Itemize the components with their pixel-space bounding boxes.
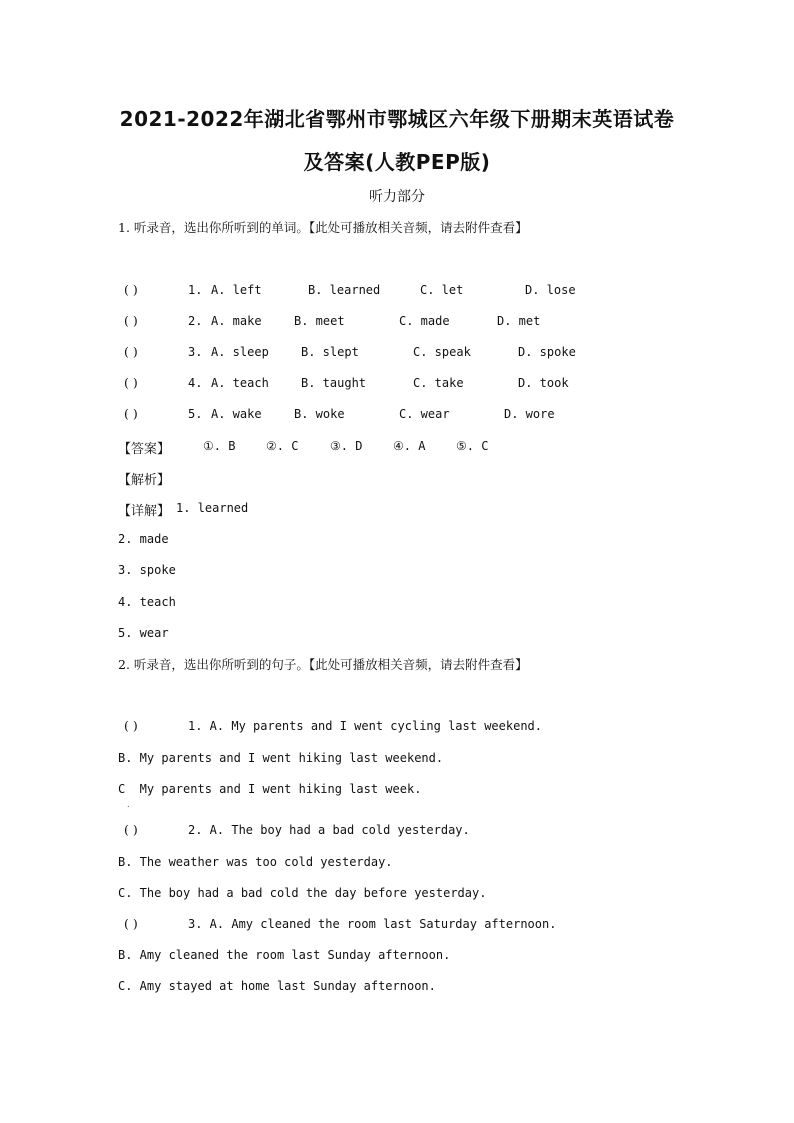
option-a: A. left: [211, 283, 262, 297]
option-d: D. met: [497, 314, 541, 328]
answer-bracket[interactable]: ( ): [124, 406, 138, 421]
option-b: B. learned: [308, 283, 381, 297]
option-a: 2. A. The boy had a bad cold yesterday.: [188, 823, 470, 837]
question-1-prompt: 1. 听录音，选出你所听到的单词。【此处可播放相关音频，请去附件查看】: [118, 220, 528, 235]
option-b: B. woke: [294, 407, 345, 421]
answer-bracket[interactable]: ( ): [124, 916, 138, 931]
item-number: 2.: [188, 314, 203, 328]
option-a: A. teach: [211, 376, 269, 390]
analysis-label: 【解析】: [118, 473, 171, 488]
answer-bracket[interactable]: ( ): [124, 313, 138, 328]
question-2-prompt: 2. 听录音，选出你所听到的句子。【此处可播放相关音频，请去附件查看】: [118, 657, 528, 672]
item-number: 5.: [188, 407, 203, 421]
option-c: C. speak: [413, 345, 471, 359]
option-d: D. spoke: [518, 345, 576, 359]
option-b: B. taught: [301, 376, 367, 390]
document-title-line-1: 2021-2022年湖北省鄂州市鄂城区六年级下册期末英语试卷: [119, 107, 675, 131]
option-c: C My parents and I went hiking last week.: [118, 782, 422, 796]
item-number: 3.: [188, 345, 203, 359]
detail-label: 【详解】: [118, 504, 171, 519]
detail-item: 3. spoke: [118, 563, 176, 577]
stray-mark: .: [127, 800, 130, 809]
option-a: 1. A. My parents and I went cycling last weekend.: [188, 719, 543, 733]
option-d: D. wore: [504, 407, 555, 421]
answer-1: ①. B: [203, 439, 236, 453]
option-a: A. wake: [211, 407, 262, 421]
option-d: D. took: [518, 376, 569, 390]
answer-bracket[interactable]: ( ): [124, 344, 138, 359]
detail-item: 5. wear: [118, 626, 169, 640]
answer-label: 【答案】: [118, 442, 171, 457]
section-heading: 听力部分: [369, 189, 425, 205]
option-a: A. make: [211, 314, 262, 328]
detail-item: 2. made: [118, 532, 169, 546]
option-b: B. Amy cleaned the room last Sunday afternoon.: [118, 948, 451, 962]
option-a: A. sleep: [211, 345, 269, 359]
option-b: B. The weather was too cold yesterday.: [118, 855, 393, 869]
item-number: 4.: [188, 376, 203, 390]
option-c: C. Amy stayed at home last Sunday afternoon.: [118, 979, 436, 993]
answer-2: ②. C: [266, 439, 299, 453]
answer-bracket[interactable]: ( ): [124, 375, 138, 390]
item-number: 1.: [188, 283, 203, 297]
option-c: C. made: [399, 314, 450, 328]
option-b: B. meet: [294, 314, 345, 328]
detail-item: 1. learned: [176, 501, 249, 515]
option-b: B. slept: [301, 345, 359, 359]
answer-5: ⑤. C: [456, 439, 489, 453]
option-c: C. wear: [399, 407, 450, 421]
answer-bracket[interactable]: ( ): [124, 718, 138, 733]
document-title-line-2: 及答案(人教PEP版): [303, 150, 491, 174]
answer-4: ④. A: [393, 439, 426, 453]
answer-3: ③. D: [330, 439, 363, 453]
answer-bracket[interactable]: ( ): [124, 822, 138, 837]
answer-bracket[interactable]: ( ): [124, 282, 138, 297]
option-a: 3. A. Amy cleaned the room last Saturday afternoon.: [188, 917, 557, 931]
option-c: C. let: [420, 283, 464, 297]
option-c: C. The boy had a bad cold the day before yesterday.: [118, 886, 487, 900]
detail-item: 4. teach: [118, 595, 176, 609]
option-d: D. lose: [525, 283, 576, 297]
option-c: C. take: [413, 376, 464, 390]
option-b: B. My parents and I went hiking last weekend.: [118, 751, 444, 765]
